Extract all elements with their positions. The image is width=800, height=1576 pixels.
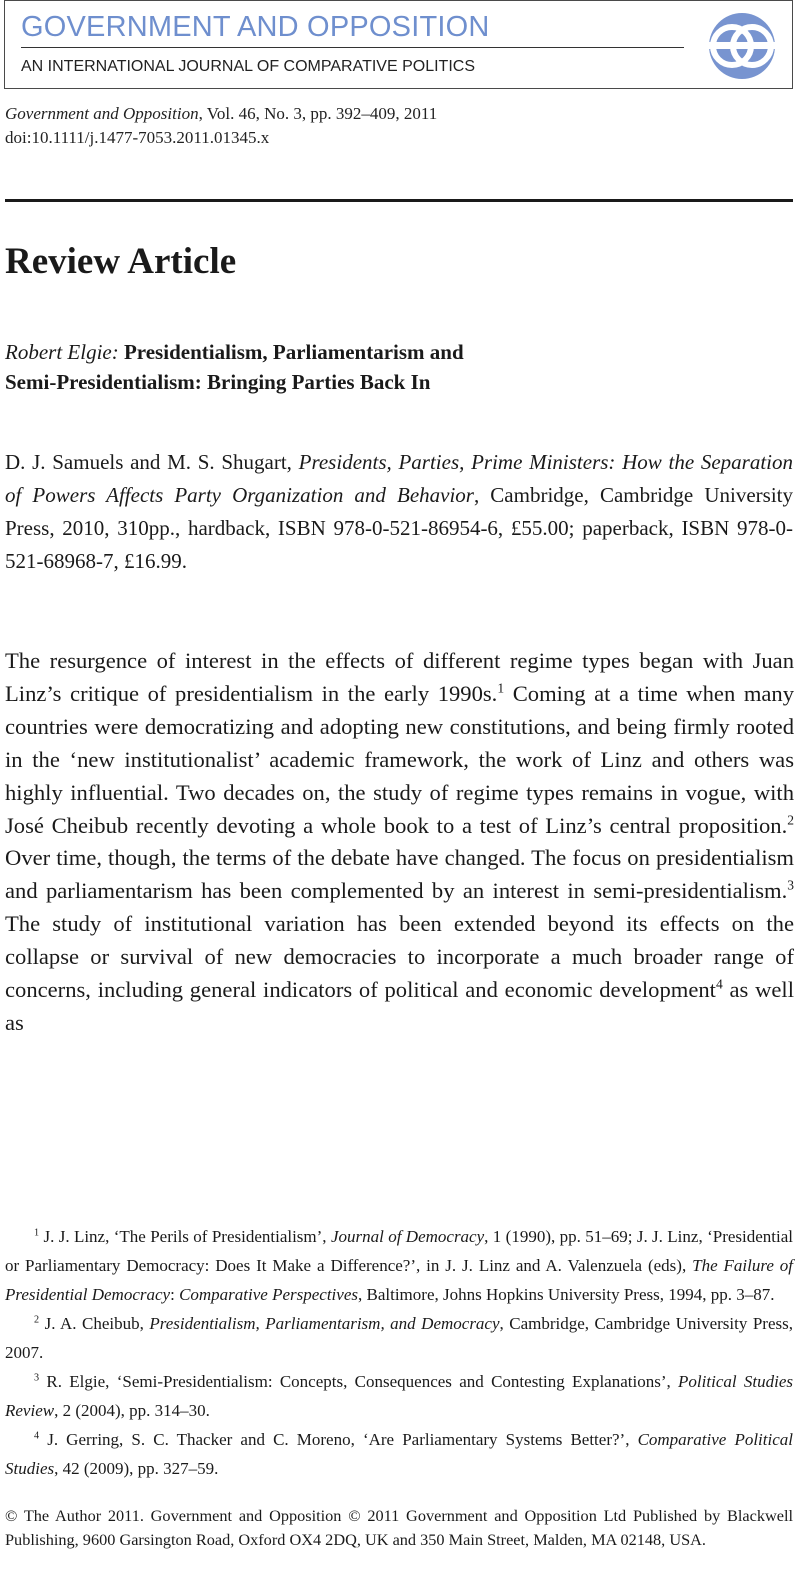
journal-logo-icon [702, 13, 782, 79]
footnote-text: Comparative Perspectives [179, 1285, 358, 1304]
book-authors: D. J. Samuels and M. S. Shugart, [5, 450, 299, 474]
footnote-ref: 2 [787, 812, 794, 827]
footnotes [5, 1222, 793, 1483]
citation-block [5, 102, 437, 150]
journal-subtitle: AN INTERNATIONAL JOURNAL OF COMPARATIVE POLITICS [21, 58, 475, 75]
footnote-text: , 42 (2009), pp. 327–59. [54, 1459, 219, 1478]
title-line-1: Presidentialism, Parliamentarism and [123, 340, 464, 364]
footnote-text: , 1 (1990), pp. 51–69; J. J. Linz, ‘Presidential or Parliamentary Democracy: Does It Make a Difference?’, in J. J. Linz and A. Valenzuela (eds), [5, 1227, 794, 1275]
footnote-text: R. Elgie, ‘Semi-Presidentialism: Concepts, Consequences and Contesting Explanations’, [39, 1372, 679, 1391]
footnote-ref: 1 [497, 680, 505, 696]
body-text: The resurgence of interest in the effects of different regime types began with Juan Linz’s critique of presidentialism in the early 1990s. [5, 648, 794, 706]
body-text: The study of institutional variation has been extended beyond its effects on the collapse or survival of new democracies to incorporate a much broader range of concerns, including general indicators of political and economic development [5, 911, 794, 1003]
footnote-text: Presidentialism, Parliamentarism, and Democracy [149, 1314, 500, 1333]
title-line-2: Semi-Presidentialism: Bringing Parties Back In [5, 370, 431, 394]
footnote-text: J. A. Cheibub, [39, 1314, 150, 1333]
footnote-text: , 2 (2004), pp. 314–30. [54, 1401, 210, 1420]
footnote-number: 3 [34, 1372, 40, 1384]
masthead-rule [21, 47, 684, 48]
body-text: as well as [5, 977, 794, 1035]
footnote [5, 1425, 793, 1483]
footnote-ref: 4 [715, 976, 723, 992]
book-details: , Cambridge, Cambridge University Press, 2010, 310pp., hardback, ISBN 978-0-521-86954-6, £55.00; paperback, ISBN 978-0-521-68968-7, £16.99. [5, 483, 793, 573]
citation-journal: Government and Opposition [5, 104, 199, 123]
footnote-number: 4 [34, 1430, 40, 1442]
journal-masthead [4, 0, 793, 89]
footnote-text: : [170, 1285, 180, 1304]
footnote [5, 1367, 793, 1425]
footnote-number: 2 [34, 1314, 40, 1326]
copyright-notice: © The Author 2011. Government and Opposition © 2011 Government and Opposition Ltd Published by Blackwell Publishing, 9600 Garsington Road, Oxford OX4 2DQ, UK and 350 Main Street, Malden, MA 02148, USA. [5, 1506, 793, 1549]
footnote-text: The Failure of Presidential Democracy [5, 1256, 793, 1304]
body-paragraph [5, 645, 794, 1040]
footnote-text: Political Studies Review [5, 1372, 794, 1420]
footnote-text: J. Gerring, S. C. Thacker and C. Moreno, ‘Are Parliamentary Systems Better?’, [39, 1430, 638, 1449]
header-rule [5, 199, 793, 202]
body-text: Over time, though, the terms of the debate have changed. The focus on presidentialism and parliamentarism has been complemented by an interest in semi-presidentialism. [5, 845, 794, 904]
book-title: Presidents, Parties, Prime Ministers: How the Separation of Powers Affects Party Organization and Behavior [5, 450, 793, 507]
reviewer-name: Robert Elgie: [5, 340, 119, 364]
doi: doi:10.1111/j.1477-7053.2011.01345.x [5, 128, 270, 147]
reviewed-book-reference [5, 446, 793, 578]
footnote-number: 1 [34, 1227, 40, 1239]
footnote-text: J. J. Linz, ‘The Perils of Presidentialism’, [39, 1227, 331, 1246]
journal-title: GOVERNMENT AND OPPOSITION [21, 11, 490, 43]
footnote-text: Journal of Democracy [330, 1227, 485, 1246]
footnote-text: , Cambridge, Cambridge University Press, 2007. [5, 1314, 793, 1362]
article-title [5, 337, 625, 397]
citation-line [5, 102, 437, 126]
footnote-ref: 3 [787, 877, 794, 893]
footnote [5, 1222, 793, 1309]
citation-details: , Vol. 46, No. 3, pp. 392–409, 2011 [198, 104, 438, 123]
footnote [5, 1309, 793, 1367]
body-text: Coming at a time when many countries were democratizing and adopting new constitutions, and being firmly rooted in the ‘new institutionalist’ academic framework, the work of Linz and others was highly influential. Two decades on, the study of regime types remains in vogue, with José Cheibub recently devoting a whole book to a test of Linz’s central proposition. [5, 680, 795, 838]
footnote-text: Comparative Political Studies [5, 1430, 793, 1478]
footnote-text: , Baltimore, Johns Hopkins University Press, 1994, pp. 3–87. [358, 1285, 775, 1304]
article-type-heading: Review Article [5, 241, 237, 282]
